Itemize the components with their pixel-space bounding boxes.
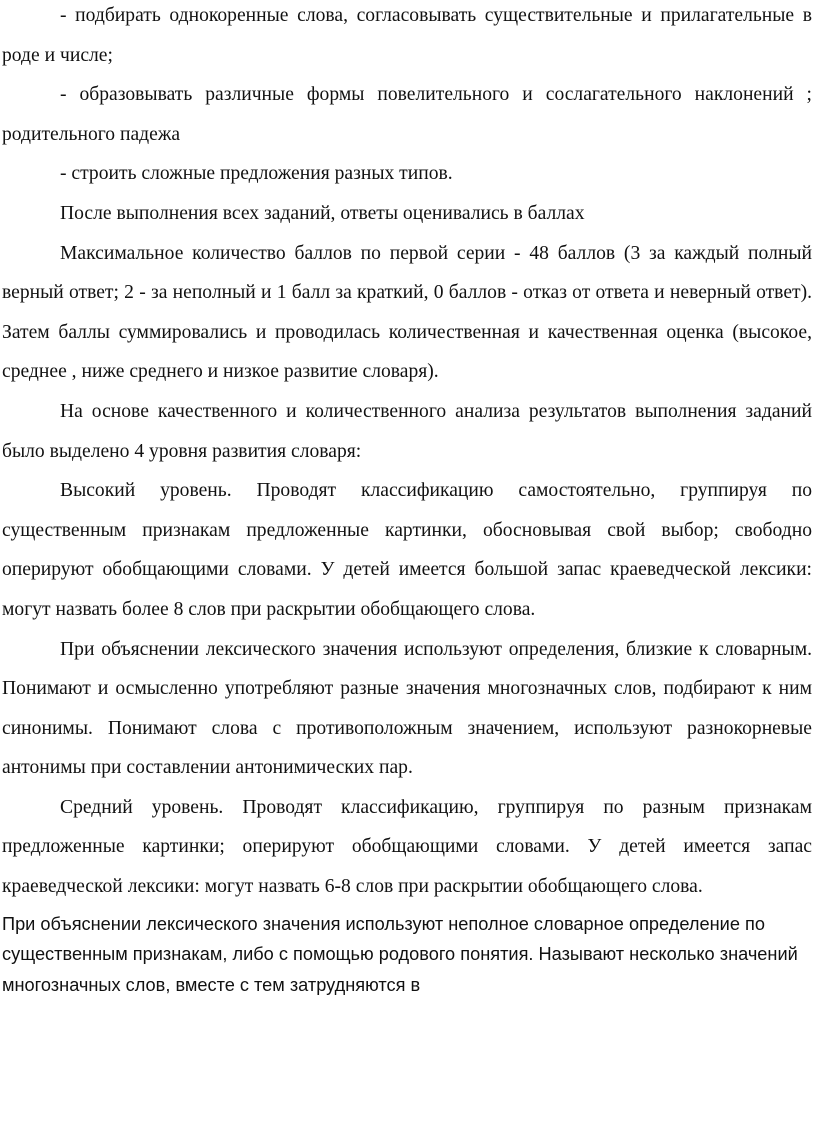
paragraph-9: Средний уровень. Проводят классификацию, группируя по разным признакам предложенные картинки; оперируют обобщающими словами. У детей имеется запас краеведческой лексики: могут назвать 6-8 слов при раскрытии обобщающего слова. <box>2 796 812 898</box>
paragraph-3: - строить сложные предложения разных типов. <box>60 163 453 185</box>
paragraph-2: - образовывать различные формы повелительного и сослагательного наклонений ; родительного падежа <box>2 84 812 145</box>
paragraph-10: При объяснении лексического значения используют неполное словарное определение по существенным признакам, либо с помощью родового понятия. Называют несколько значений многозначных слов, вместе с тем затрудняются в <box>2 913 798 995</box>
paragraph-6: На основе качественного и количественного анализа результатов выполнения заданий было выделено 4 уровня развития словаря: <box>2 400 812 462</box>
paragraph-7: Высокий уровень. Проводят классификацию самостоятельно, группируя по существенным признакам предложенные картинки, обосновывая свой выбор; свободно оперируют обобщающими словами. У детей имеется большой запас краеведческой лексики: могут назвать более 8 слов при раскрытии обобщающего слова. <box>2 480 812 620</box>
paragraph-5: Максимальное количество баллов по первой серии - 48 баллов (3 за каждый полный верный ответ; 2 - за неполный и 1 балл за краткий, 0 баллов - отказ от ответа и неверный ответ). Затем баллы суммировались и проводилась количественная и качественная оценка (высокое, среднее , ниже среднего и низкое развитие словаря). <box>2 242 812 383</box>
paragraph-8: При объяснении лексического значения используют определения, близкие к словарным. Понимают и осмысленно употребляют разные значения многозначных слов, подбирают к ним синонимы. Понимают слова с противоположным значением, используют разнокорневые антонимы при составлении антонимических пар. <box>2 638 812 779</box>
paragraph-1: - подбирать однокоренные слова, согласовывать существительные и прилагательные в роде и числе; <box>2 5 812 66</box>
paragraph-4: После выполнения всех заданий, ответы оценивались в баллах <box>60 202 585 224</box>
